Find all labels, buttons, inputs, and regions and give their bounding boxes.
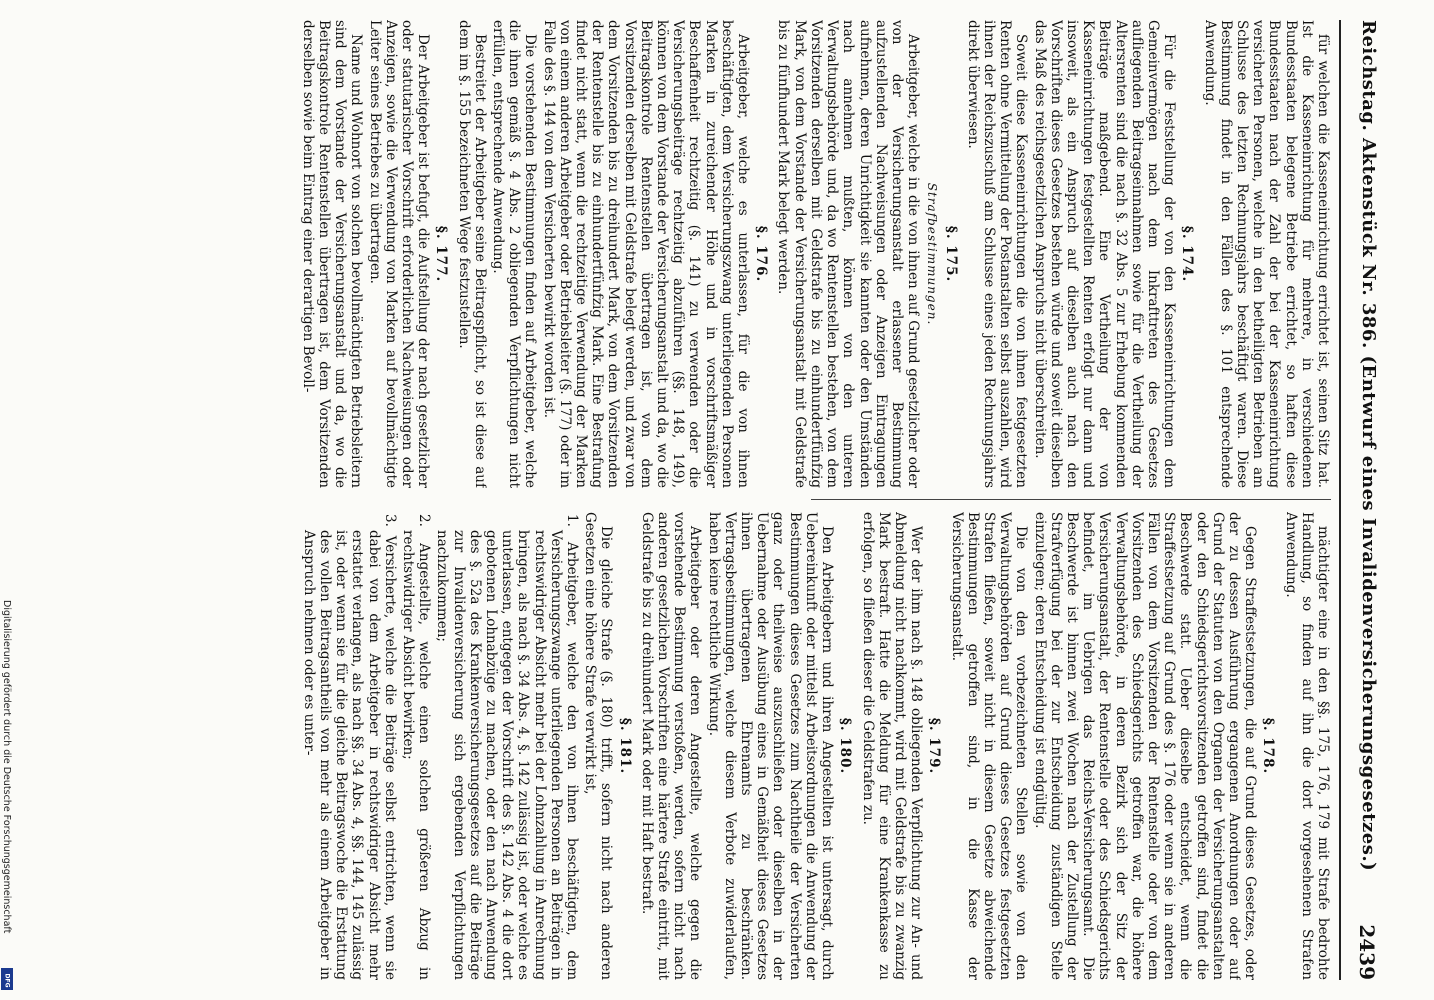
- paragraph: Soweit diese Kasseneinrichtungen die von ihnen festgesetzten Renten ohne Vermittelung der Postanstalten selbst auszahlen, wird ihnen der Reichszuschuß am Schlusse eines jeden Rechnungsjahrs direkt überwiesen.: [964, 20, 1030, 488]
- right-column: [61, 512, 1331, 980]
- paragraph: Der Arbeitgeber ist befugt, die Aufstellung der nach gesetzlicher oder statutarischer Vorschrift erforderlichen Nachweisungen oder Anzeigen, sowie die Verwendung von Marken auf bevollmächtigte Leiter seines Betriebes zu übertragen.: [366, 20, 432, 488]
- running-title: Reichstag. Aktenstück Nr. 386. (Entwurf eines Invalidenversicherungsgesetzes.): [1358, 20, 1379, 872]
- paragraph: Gegen Straffestsetzungen, die auf Grund dieses Gesetzes, oder der zu dessen Ausführung ergangenen Anordnungen oder auf Grund der Statuten von den Organen der Versicherungsanstalten oder den Schiedsgerichtsvorsitzenden getroffen sind, findet die Beschwerde statt. Ueber dieselbe entscheidet, wenn die Straffestsetzung auf Grund des §. 176 oder wenn sie in anderen Fällen von dem Vorsitzenden der Rentenstelle oder von dem Vorsitzenden des Schiedsgerichts getroffen war, die höhere Verwaltungsbehörde, in deren Bezirk sich der Sitz der Versicherungsanstalt, der Rentenstelle oder des Schiedsgerichts befindet, im Uebrigen das Reichs-Versicherungsamt. Die Beschwerde ist binnen zwei Wochen nach der Zustellung der Strafverfügung bei der zur Entscheidung zuständigen Stelle einzulegen; deren Entscheidung ist endgültig.: [1031, 512, 1259, 980]
- section-heading-175: §. 175.: [942, 225, 959, 283]
- section-heading-174: §. 174.: [1179, 225, 1196, 283]
- left-column: [61, 20, 1331, 488]
- paragraph: Für die Feststellung der von den Kasseneinrichtungen dem Gemeinvermögen nach dem Inkrafttreten des Gesetzes aufliegenden Beitragseinnahmen sowie für die Vertheilung der Altersrenten sind die nach §. 32 Abs. 5 zur Erhebung kommenden Beiträge maßgebend. Eine Vertheilung der von Kasseneinrichtungen festgestellten Renten erfolgt nur dann und insoweit, als ein Anspruch auf dieselben auch nach den Vorschriften dieses Gesetzes bestehen würde und soweit dieselben das Maß des reichsgesetzlichen Anspruchs nicht überschreiten.: [1031, 20, 1178, 488]
- section-heading-178: §. 178.: [1260, 717, 1277, 775]
- paragraph: Die von den vorbezeichneten Stellen sowie von den Verwaltungsbehörden auf Grund dieses Gesetzes festgesetzten Strafen fließen, soweit nicht in diesem Gesetze abweichende Bestimmungen getroffen sind, in die Kasse der Versicherungsanstalt.: [948, 512, 1030, 980]
- credit-text: Digitalisierung gefördert durch die Deutsche Forschungsgemeinschaft: [1, 600, 12, 934]
- column-divider: [811, 499, 1331, 500]
- paragraph: Arbeitgeber, welche es unterlassen, für die von ihnen beschäftigten, dem Versicherungszwang unterliegenden Personen Marken in zureichender Höhe und in vorschriftsmäßiger Beschaffenheit rechtzeitig (§. 141) zu verwenden oder die Versicherungsbeiträge rechtzeitig abzuführen (§§. 148, 149), können von dem Vorstande der Versicherungsanstalt und da, wo die Beitragskontrole Rentenstellen übertragen ist, von dem Vorsitzenden derselben mit Geldstrafe belegt werden, und zwar von dem Vorsitzenden bis zu dreihundert Mark, von dem Vorsitzenden der Rentenstelle bis zu einhundertfünfzig Mark. Eine Bestrafung findet nicht statt, wenn die rechtzeitige Verwendung der Marken von einem anderen Arbeitgeber oder Betriebsleiter (§. 177) oder im Falle des §. 144 von dem Versicherten bewirkt worden ist.: [540, 20, 752, 488]
- logo-text: DFG: [3, 973, 11, 988]
- paragraph: Den Arbeitgebern und ihren Angestellten ist untersagt, durch Uebereinkunft oder mittelst Arbeitsordnungen die Anwendung der Bestimmungen dieses Gesetzes zum Nachtheile der Versicherten ganz oder theilweise auszuschließen oder dieselben in der Uebernahme oder Ausübung eines in Gemäßheit dieses Gesetzes ihnen übertragenen Ehrenamts zu beschränken. Vertragsbestimmungen, welche diesem Verbote zuwiderlaufen, haben keine rechtliche Wirkung.: [705, 512, 836, 980]
- digitization-credit: [2, 600, 14, 990]
- paragraph: Arbeitgeber, welche in die von ihnen auf Grund gesetzlicher oder von der Versicherungsanstalt erlassener Bestimmung aufzustellenden Nachweisungen oder Anzeigen Eintragungen aufnehmen, deren Unrichtigkeit sie kannten oder den Umständen nach annehmen mußten, können von den unteren Verwaltungsbehörde und, da wo Rentenstellen bestehen, von dem Vorsitzenden derselben mit Geldstrafe bis zu einhundertfünfzig Mark, von dem Vorstande der Versicherungsanstalt mit Geldstrafe bis zu fünfhundert Mark belegt werden.: [775, 20, 922, 488]
- section-heading-181: §. 181.: [616, 717, 633, 775]
- header-rule: [1339, 20, 1341, 980]
- rotated-page-content: [53, 10, 1383, 990]
- paragraph: Bestreitet der Arbeitgeber seine Beitragspflicht, so ist diese auf dem im §. 155 bezeichneten Wege festzustellen.: [455, 20, 488, 488]
- paragraph: Arbeitgeber oder deren Angestellte, welche gegen die vorstehende Bestimmung verstoßen, werden, sofern nicht nach anderen gesetzlichen Vorschriften eine härtere Strafe eintritt, mit Geldstrafe bis zu dreihundert Mark oder mit Haft bestraft.: [638, 512, 704, 980]
- page-header: [1345, 20, 1383, 980]
- paragraph: mächtigter eine in den §§. 175, 176, 179 mit Strafe bedrohte Handlung, so finden auf ihn die dort vorgesehenen Strafen Anwendung.: [1282, 512, 1331, 980]
- paragraph: Die vorstehenden Bestimmungen finden auf Arbeitgeber, welche die ihnen gemäß §. 4 Abs. 2 obliegenden Verpflichtungen nicht erfüllen, entsprechende Anwendung.: [490, 20, 539, 488]
- section-heading-180: §. 180.: [837, 717, 854, 775]
- section-heading-177: §. 177.: [433, 225, 450, 283]
- list-item: 3. Versicherte, welche die Beiträge selbst entrichten, wenn sie dabei von dem Arbeitgeber in rechtswidriger Absicht mehr erstattet verlangen, als nach §§. 34 Abs. 4, §§. 144, 145 zulässig ist, oder wenn sie für die gleiche Beitragswoche die Erstattung des vollen Beitragsantheils von mehr als einem Arbeitgeber in Anspruch nehmen oder es unter-: [300, 514, 398, 980]
- section-heading-179: §. 179.: [926, 717, 943, 775]
- list-item: 2. Angestellte, welche einen solchen größeren Abzug in rechtswidriger Absicht bewirken;: [400, 514, 433, 980]
- paragraph: für welchen die Kasseneinrichtung errichtet ist, seinen Sitz hat. Ist die Kasseneinrichtung für mehrere, in verschiedenen Bundesstaaten belegene Betriebe errichtet, so haften diese Bundesstaaten nach der Zahl der bei der Kasseneinrichtung versicherten Personen, welche in den betheiligten Betrieben am Schlusse des letzten Rechnungsjahrs beschäftigt waren. Diese Bestimmung findet in den Fällen des §. 101 entsprechende Anwendung.: [1201, 20, 1331, 488]
- section-heading-176: §. 176.: [753, 225, 770, 283]
- paragraph: Name und Wohnort von solchen bevollmächtigten Betriebsleitern sind dem Vorstande der Versicherungsanstalt und da, wo die Beitragskontrole Rentenstellen übertragen ist, dem Vorsitzenden derselben sowie beim Eintrag einer derartigen Bevoll-: [299, 20, 365, 488]
- paragraph: Wer der ihm nach §. 148 obliegenden Verpflichtung zur An- und Abmeldung nicht nachkommt, wird mit Geldstrafe bis zu zwanzig Mark bestraft. Hatte die Meldung für eine Krankenkasse zu erfolgen, so fließen dieser die Geldstrafen zu.: [859, 512, 925, 980]
- dfg-logo: [1, 968, 13, 990]
- paragraph: Die gleiche Strafe (§. 180) trifft, sofern nicht nach anderen Gesetzen eine höhere Strafe verwirkt ist,: [582, 512, 615, 980]
- page-number: 2439: [1355, 924, 1379, 980]
- list-item: 1. Arbeitgeber, welche den von ihnen beschäftigten, dem Versicherungszwange unterliegenden Personen an Beiträgen in rechtswidriger Absicht mehr bei der Lohnzahlung in Anrechnung bringen, als nach §. 34 Abs. 4, §. 142 zulässig ist, oder welche es unterlassen, entgegen der Vorschrift des §. 142 Abs. 4 die dort gebotenen Lohnabzüge zu machen, oder den nach Anwendung des §. 52a des Krankenversicherungsgesetzes auf die Beiträge zur Invalidenversicherung sich ergebenden Verpflichtungen nachzukommen;: [434, 514, 581, 980]
- section-subtitle: Strafbestimmungen.: [925, 182, 940, 326]
